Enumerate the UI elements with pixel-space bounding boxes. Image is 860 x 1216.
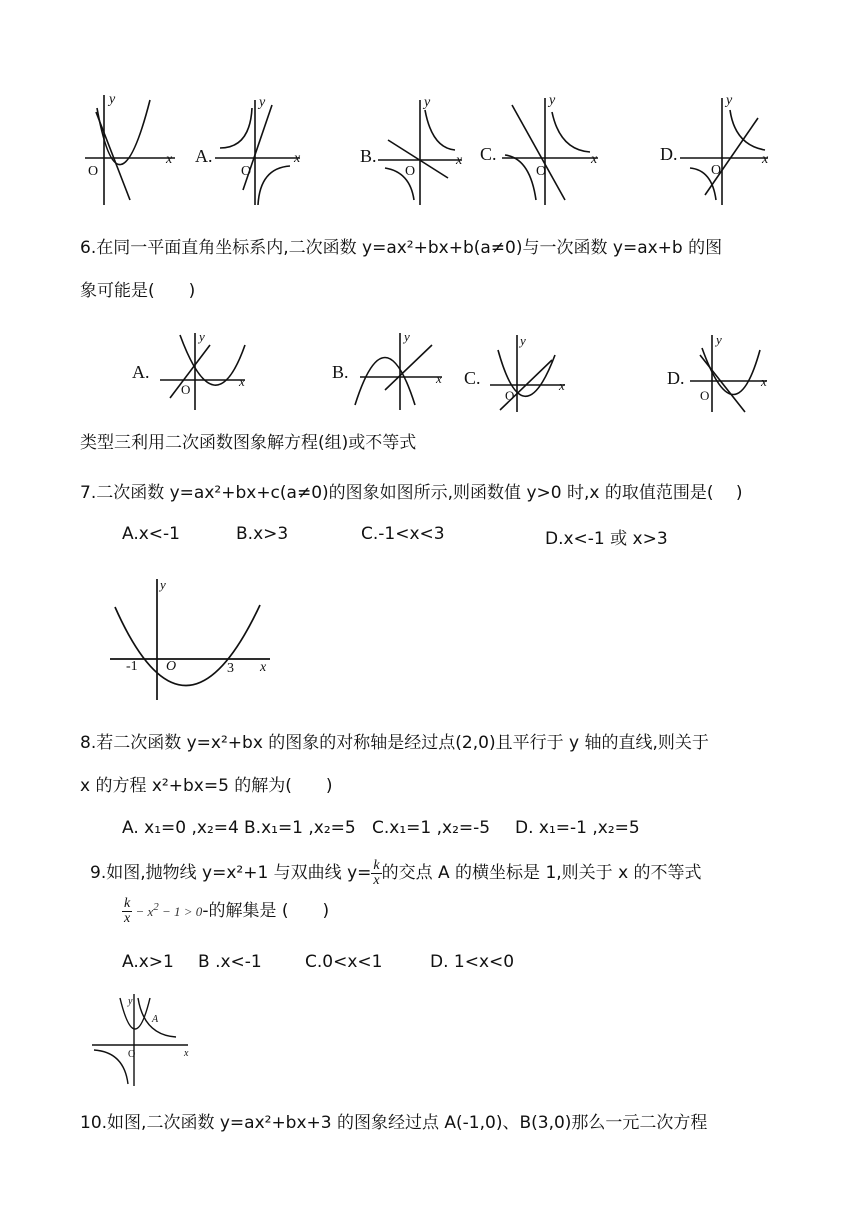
axis-y-label: y xyxy=(109,92,116,107)
svg-text:x: x xyxy=(559,378,565,393)
q10-line-1: 10.如图,二次函数 y=ax²+bx+3 的图象经过点 A(-1,0)、B(3,0)那么一元二次方程 xyxy=(80,1113,708,1133)
q7-option-b: B.x>3 xyxy=(236,524,289,544)
svg-text:y: y xyxy=(726,93,733,108)
svg-text:x: x xyxy=(456,153,463,168)
svg-text:y: y xyxy=(199,329,205,344)
svg-text:x: x xyxy=(761,374,767,389)
q8-line-1: 8.若二次函数 y=x²+bx 的图象的对称轴是经过点(2,0)且平行于 y 轴的直线,则关于 xyxy=(80,733,709,753)
svg-text:x: x xyxy=(260,660,267,675)
svg-text:x: x xyxy=(436,371,442,386)
q6-option-b-label: B. xyxy=(332,362,349,382)
svg-text:A: A xyxy=(152,1014,159,1025)
svg-text:y: y xyxy=(716,332,722,347)
svg-text:O: O xyxy=(181,382,191,397)
svg-text:x: x xyxy=(184,1048,189,1059)
q7-option-a: A.x<-1 xyxy=(122,524,180,544)
q9-option-d: D. 1<x<0 xyxy=(430,952,515,972)
svg-text:-1: -1 xyxy=(126,659,138,674)
axis-x-label: x xyxy=(166,152,173,167)
q9-line-2-tail: -的解集是 ( ) xyxy=(202,901,330,921)
q9-line-1 xyxy=(90,858,702,888)
svg-text:y: y xyxy=(549,93,556,108)
svg-text:y: y xyxy=(160,577,166,592)
q6-figure-row xyxy=(0,320,860,420)
q9-option-a: A.x>1 xyxy=(122,952,174,972)
q7-option-d: D.x<-1 或 x>3 xyxy=(545,529,668,549)
q9-inequality-expression: − $x^2 - 1 > 0$ xyxy=(132,901,203,919)
q9-fraction-k-over-x: $\frac{k}{x}$ xyxy=(373,857,380,888)
q8-option-b: B.x₁=1 ,x₂=5 xyxy=(244,818,356,838)
q6-line-1: 6.在同一平面直角坐标系内,二次函数 y=ax²+bx+b(a≠0)与一次函数 y=ax+b 的图 xyxy=(80,238,723,258)
svg-text:y: y xyxy=(128,996,133,1007)
top-figure-row xyxy=(0,0,860,215)
svg-text:3: 3 xyxy=(227,661,234,676)
svg-text:O: O xyxy=(128,1049,136,1060)
q9-parabola-hyperbola-graph xyxy=(88,990,198,1090)
q6-option-d-label: D. xyxy=(667,368,685,388)
q6-option-c-label: C. xyxy=(464,368,481,388)
q9-line-1-text-a: 9.如图,抛物线 y=x²+1 与双曲线 y= xyxy=(90,863,372,883)
top-option-a-label: A. xyxy=(195,146,213,166)
q8-option-c: C.x₁=1 ,x₂=-5 xyxy=(372,818,491,838)
svg-text:x: x xyxy=(294,151,301,166)
svg-text:y: y xyxy=(404,329,410,344)
q8-option-d: D. x₁=-1 ,x₂=5 xyxy=(515,818,640,838)
q7-parabola-graph xyxy=(100,575,280,705)
svg-text:y: y xyxy=(259,95,266,110)
q6-option-a-label: A. xyxy=(132,362,150,382)
svg-text:O: O xyxy=(241,164,252,179)
q8-line-2: x 的方程 x²+bx=5 的解为( ) xyxy=(80,776,333,796)
q7-option-c: C.-1<x<3 xyxy=(361,524,445,544)
q9-line-2 xyxy=(122,896,329,926)
svg-text:O: O xyxy=(711,163,722,178)
svg-text:y: y xyxy=(424,95,431,110)
q7-stem: 7.二次函数 y=ax²+bx+c(a≠0)的图象如图所示,则函数值 y>0 时,x 的取值范围是( ) xyxy=(80,483,743,503)
svg-text:O: O xyxy=(405,164,416,179)
svg-text:x: x xyxy=(239,374,245,389)
q9-line-1-text-b: 的交点 A 的横坐标是 1,则关于 x 的不等式 xyxy=(381,863,702,883)
svg-text:O: O xyxy=(166,659,177,674)
svg-text:O: O xyxy=(700,388,710,403)
q9-option-c: C.0<x<1 xyxy=(305,952,383,972)
section-title: 类型三利用二次函数图象解方程(组)或不等式 xyxy=(80,433,417,453)
q8-option-a: A. x₁=0 ,x₂=4 xyxy=(122,818,239,838)
q9-inequality-fraction: $\frac{k}{x}$ xyxy=(124,895,131,926)
top-option-c-label: C. xyxy=(480,144,497,164)
q9-option-b: B .x<-1 xyxy=(198,952,262,972)
svg-text:y: y xyxy=(520,333,526,348)
svg-text:O: O xyxy=(505,388,515,403)
svg-text:x: x xyxy=(591,152,598,167)
top-option-b-label: B. xyxy=(360,146,377,166)
svg-text:x: x xyxy=(762,152,769,167)
top-option-d-label: D. xyxy=(660,144,678,164)
q6-line-2: 象可能是( ) xyxy=(80,281,196,301)
origin-label: O xyxy=(88,164,99,179)
svg-text:O: O xyxy=(536,164,547,179)
